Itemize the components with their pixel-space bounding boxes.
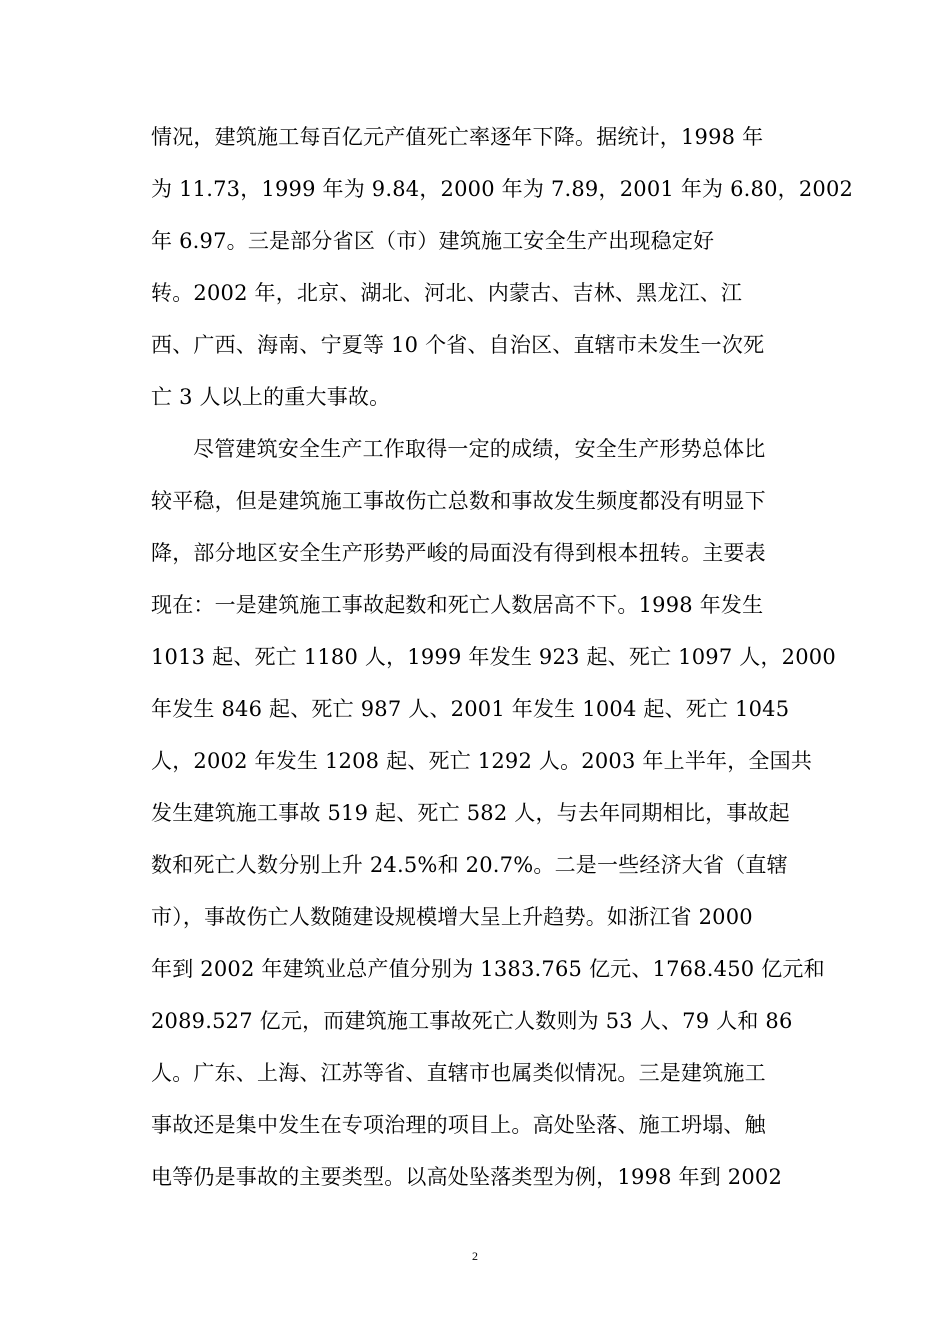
- text-line: 降，部分地区安全生产形势严峻的局面没有得到根本扭转。主要表: [151, 541, 766, 565]
- text-line: 年 6.97。三是部分省区（市）建筑施工安全生产出现稳定好: [151, 229, 715, 253]
- text-line: 现在：一是建筑施工事故起数和死亡人数居高不下。1998 年发生: [151, 593, 764, 617]
- text-line: 2089.527 亿元，而建筑施工事故死亡人数则为 53 人、79 人和 86: [151, 1009, 793, 1033]
- text-line: 情况，建筑施工每百亿元产值死亡率逐年下降。据统计，1998 年: [151, 125, 764, 149]
- text-line: 事故还是集中发生在专项治理的项目上。高处坠落、施工坍塌、触: [151, 1113, 766, 1137]
- text-line: 市），事故伤亡人数随建设规模增大呈上升趋势。如浙江省 2000: [151, 905, 753, 929]
- text-line: 年到 2002 年建筑业总产值分别为 1383.765 亿元、1768.450 亿元和: [151, 957, 825, 981]
- text-line: 年发生 846 起、死亡 987 人、2001 年发生 1004 起、死亡 1045: [151, 697, 790, 721]
- text-line: 人，2002 年发生 1208 起、死亡 1292 人。2003 年上半年，全国共: [151, 749, 813, 773]
- text-line: 西、广西、海南、宁夏等 10 个省、自治区、直辖市未发生一次死: [151, 333, 765, 357]
- text-line: 较平稳，但是建筑施工事故伤亡总数和事故发生频度都没有明显下: [151, 489, 766, 513]
- paragraph-first-line: 尽管建筑安全生产工作取得一定的成绩，安全生产形势总体比: [193, 437, 766, 461]
- text-line: 转。2002 年，北京、湖北、河北、内蒙古、吉林、黑龙江、江: [151, 281, 743, 305]
- text-line: 为 11.73，1999 年为 9.84，2000 年为 7.89，2001 年为 6.80，2002: [151, 177, 854, 201]
- text-line: 电等仍是事故的主要类型。以高处坠落类型为例，1998 年到 2002: [151, 1165, 783, 1189]
- page-number: 2: [472, 1249, 478, 1263]
- text-line: 发生建筑施工事故 519 起、死亡 582 人，与去年同期相比，事故起: [151, 801, 790, 825]
- text-line: 数和死亡人数分别上升 24.5%和 20.7%。二是一些经济大省（直辖: [151, 853, 788, 877]
- text-line: 人。广东、上海、江苏等省、直辖市也属类似情况。三是建筑施工: [151, 1061, 766, 1085]
- text-line: 1013 起、死亡 1180 人，1999 年发生 923 起、死亡 1097 人，2000: [151, 645, 836, 669]
- text-line: 亡 3 人以上的重大事故。: [151, 385, 391, 409]
